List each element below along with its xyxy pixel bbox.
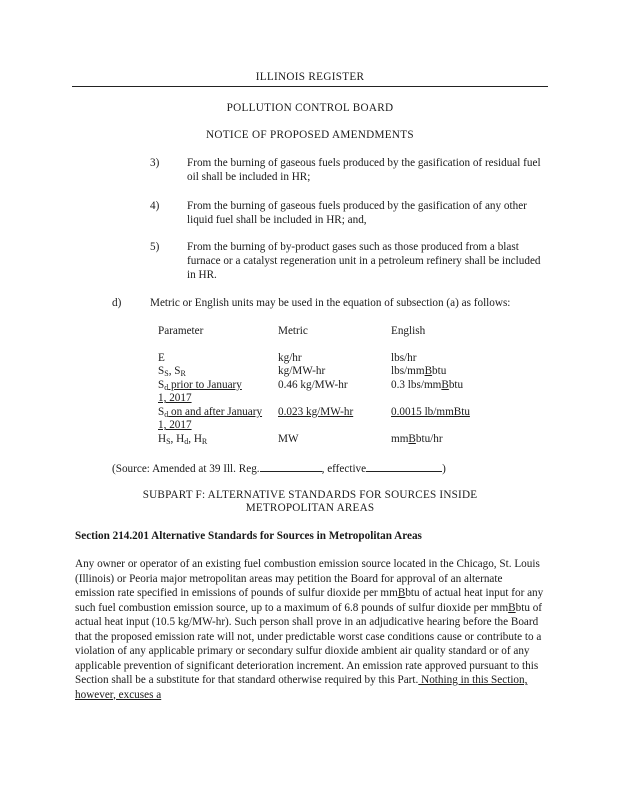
table-header: Parameter (158, 325, 204, 337)
table-cell: $H_S$, $H_d$, $H_R$ (158, 433, 208, 446)
item-number: 4) (150, 200, 160, 212)
table-cell: 0.0015 lb/mmBtu (391, 406, 470, 418)
table-cell: lbs/mmBbtu (391, 365, 447, 377)
table-header: English (391, 325, 426, 337)
item-text: From the burning of gaseous fuels produced by the gasification of any other liquid fuel shall be included in HR; and, (187, 200, 527, 226)
table-cell: $S_S$, $S_R$ (158, 365, 186, 378)
blank-line (366, 460, 442, 472)
subsection-label: d) (112, 297, 122, 309)
table-cell: $S_d$ on and after January (158, 406, 263, 419)
table-cell: 0.46 kg/MW-hr (278, 379, 348, 391)
table-cell: 1, 2017 (158, 392, 192, 404)
table-cell: MW (278, 433, 299, 445)
header-rule (72, 86, 548, 87)
subsection-text: Metric or English units may be used in the equation of subsection (a) as follows: (150, 297, 511, 309)
table-cell: mmBbtu/hr (391, 433, 443, 445)
subpart-title: SUBPART F: ALTERNATIVE STANDARDS FOR SOURCES INSIDE (142, 489, 478, 501)
table-cell: 0.023 kg/MW-hr (278, 406, 354, 418)
board-title: POLLUTION CONTROL BOARD (226, 102, 394, 114)
item-text: From the burning of gaseous fuels produced by the gasification of residual fuel oil shall be included in HR; (187, 157, 541, 183)
table-header: Metric (278, 325, 308, 337)
table-cell: E (158, 352, 165, 364)
table-cell: $S_d$ prior to January (158, 379, 242, 392)
section-paragraph: Any owner or operator of an existing fuel combustion emission source located in the Chicago, St. Louis (Illinois) or Peoria major metropolitan areas may petition the Board for approval of an alternate emission rate specified in emissions of pounds of sulfur dioxide per mmBbtu of actual heat input for any such fuel combustion emission source, up to a maximum of 6.8 pounds of sulfur dioxide per mmBbtu of actual heat input (10.5 kg/MW-hr). Such person shall prove in an adjudicative hearing before the Board that the proposed emission rate will not, under predictable worst case conditions cause or contribute to a violation of any applicable primary or secondary sulfur dioxide ambient air quality standard or of any applicable prevention of significant deterioration increment. An emission rate approved pursuant to this Section shall be a substitute for that standard otherwise required by this Part. Nothing in this Section, however, excuses a (75, 558, 544, 701)
notice-title: NOTICE OF PROPOSED AMENDMENTS (206, 129, 414, 141)
item-number: 3) (150, 157, 160, 169)
table-cell: kg/hr (278, 352, 302, 364)
section-heading: Section 214.201 Alternative Standards for Sources in Metropolitan Areas (75, 530, 422, 542)
register-title: ILLINOIS REGISTER (255, 71, 365, 83)
source-line: (Source: Amended at 39 Ill. Reg. , effective ) (112, 460, 446, 476)
item-number: 5) (150, 241, 160, 253)
table-cell: 0.3 lbs/mmBbtu (391, 379, 464, 391)
blank-line (260, 460, 322, 472)
table-cell: 1, 2017 (158, 419, 192, 431)
table-cell: kg/MW-hr (278, 365, 326, 377)
subpart-title-continued: METROPOLITAN AREAS (245, 502, 375, 514)
item-text: From the burning of by-product gases such as those produced from a blast furnace or a catalyst regeneration unit in a petroleum refinery shall be included in HR. (187, 241, 541, 281)
table-cell: lbs/hr (391, 352, 417, 364)
